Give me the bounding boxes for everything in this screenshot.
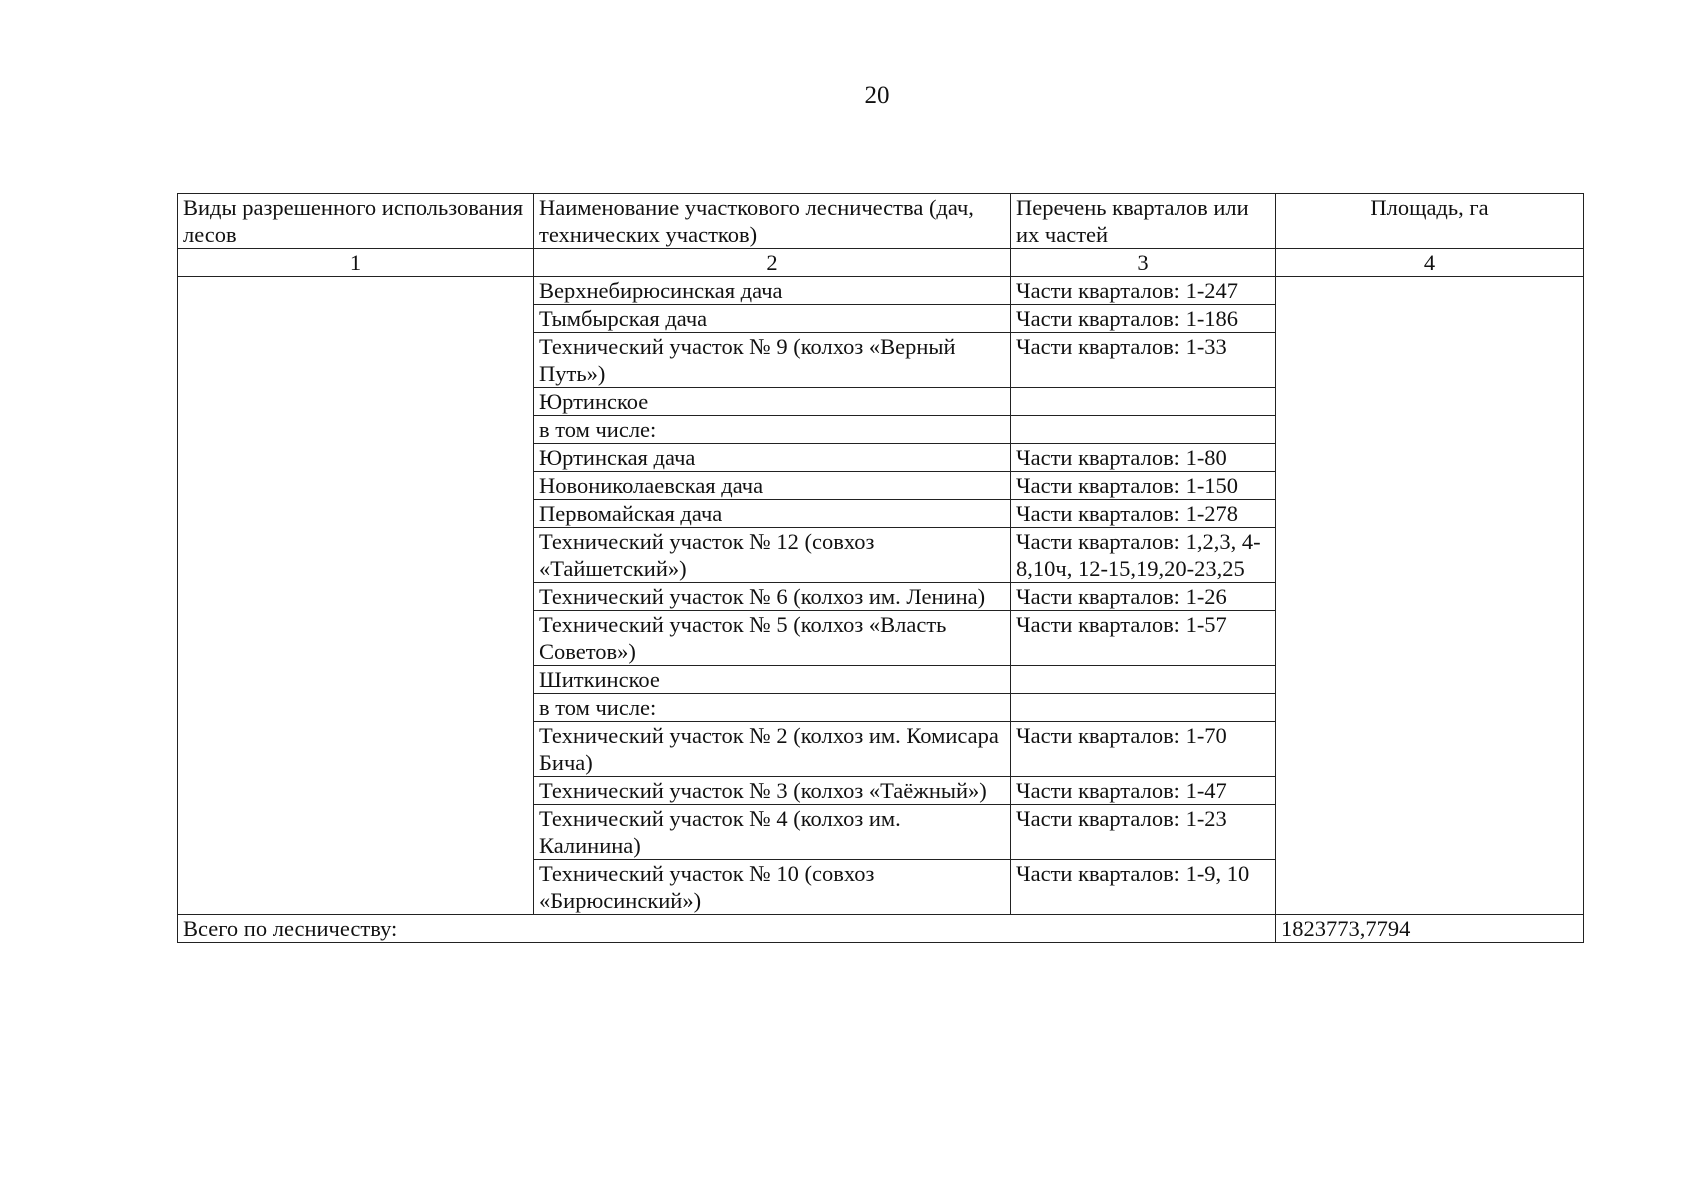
forestry-name-cell: Технический участок № 10 (совхоз «Бирюсинский») [534, 860, 1011, 915]
forestry-name-cell: Технический участок № 9 (колхоз «Верный Путь») [534, 333, 1011, 388]
quarters-cell: Части кварталов: 1-26 [1011, 583, 1276, 611]
quarters-cell: Части кварталов: 1-23 [1011, 805, 1276, 860]
forestry-name-cell: Новониколаевская дача [534, 472, 1011, 500]
quarters-cell [1011, 694, 1276, 722]
header-row [178, 194, 1584, 249]
use-type-cell [178, 277, 534, 915]
quarters-cell: Части кварталов: 1-186 [1011, 305, 1276, 333]
header-cell-quarters: Перечень кварталов или их частей [1011, 194, 1276, 249]
forestry-name-cell: Технический участок № 4 (колхоз им. Калинина) [534, 805, 1011, 860]
header-cell-use-type: Виды разрешенного использования лесов [178, 194, 534, 249]
quarters-cell: Части кварталов: 1-33 [1011, 333, 1276, 388]
page-number: 20 [864, 82, 890, 109]
forestry-name-cell: Тымбырская дача [534, 305, 1011, 333]
column-number: 4 [1276, 249, 1584, 277]
quarters-cell [1011, 416, 1276, 444]
forestry-name-cell: Технический участок № 3 (колхоз «Таёжный») [534, 777, 1011, 805]
forestry-name-cell: Технический участок № 6 (колхоз им. Ленина) [534, 583, 1011, 611]
forestry-name-cell: в том числе: [534, 694, 1011, 722]
quarters-cell: Части кварталов: 1-47 [1011, 777, 1276, 805]
quarters-cell: Части кварталов: 1,2,3, 4-8,10ч, 12-15,19,20-23,25 [1011, 528, 1276, 583]
quarters-cell [1011, 666, 1276, 694]
area-cell [1276, 277, 1584, 915]
quarters-cell: Части кварталов: 1-278 [1011, 500, 1276, 528]
column-number-row [178, 249, 1584, 277]
table-row [178, 277, 1584, 305]
forestry-name-cell: Верхнебирюсинская дача [534, 277, 1011, 305]
total-label: Всего по лесничеству: [178, 915, 1276, 943]
column-number: 3 [1011, 249, 1276, 277]
quarters-cell: Части кварталов: 1-70 [1011, 722, 1276, 777]
column-number: 2 [534, 249, 1011, 277]
forestry-name-cell: в том числе: [534, 416, 1011, 444]
forestry-name-cell: Шиткинское [534, 666, 1011, 694]
quarters-cell: Части кварталов: 1-247 [1011, 277, 1276, 305]
forestry-name-cell: Технический участок № 5 (колхоз «Власть Советов») [534, 611, 1011, 666]
forestry-name-cell: Юртинское [534, 388, 1011, 416]
quarters-cell: Части кварталов: 1-150 [1011, 472, 1276, 500]
header-cell-area: Площадь, га [1276, 194, 1584, 249]
forestry-name-cell: Технический участок № 2 (колхоз им. Комисара Бича) [534, 722, 1011, 777]
quarters-cell: Части кварталов: 1-80 [1011, 444, 1276, 472]
forestry-name-cell: Первомайская дача [534, 500, 1011, 528]
forest-use-table [177, 193, 1584, 943]
header-cell-forestry-name: Наименование участкового лесничества (дач, технических участков) [534, 194, 1011, 249]
quarters-cell: Части кварталов: 1-9, 10 [1011, 860, 1276, 915]
forestry-name-cell: Юртинская дача [534, 444, 1011, 472]
quarters-cell: Части кварталов: 1-57 [1011, 611, 1276, 666]
column-number: 1 [178, 249, 534, 277]
total-row [178, 915, 1584, 943]
total-value: 1823773,7794 [1276, 915, 1584, 943]
quarters-cell [1011, 388, 1276, 416]
forestry-name-cell: Технический участок № 12 (совхоз «Тайшетский») [534, 528, 1011, 583]
